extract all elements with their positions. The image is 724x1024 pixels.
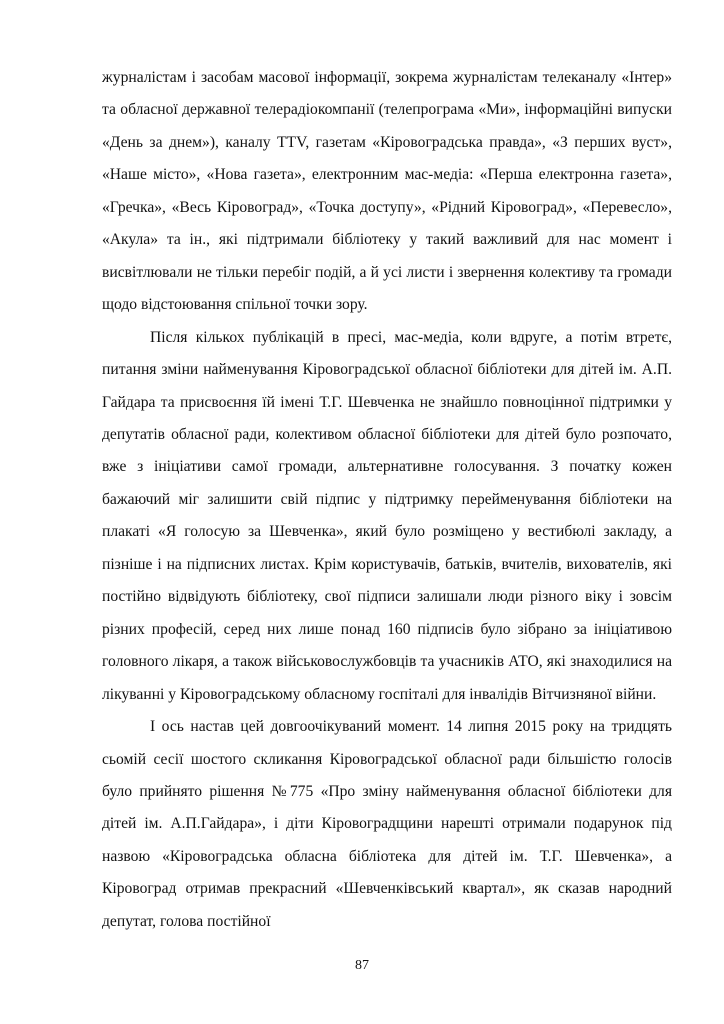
document-page: [102, 62, 672, 938]
paragraph-continuation: журналістам і засобам масової інформації, зокрема журналістам телеканалу «Інтер» та обласної державної телерадіокомпанії (телепрограма «Ми», інформаційні випуски «День за днем»), каналу TTV, газетам «Кіровоградська правда», «З перших вуст», «Наше місто», «Нова газета», електронним мас-медіа: «Перша електронна газета», «Гречка», «Весь Кіровоград», «Точка доступу», «Рідний Кіровоград», «Перевесло», «Акула» та ін., які підтримали бібліотеку у такий важливий для нас момент і висвітлювали не тільки перебіг подій, а й усі листи і звернення колективу та громади щодо відстоювання спільної точки зору.: [102, 69, 672, 314]
paragraph-alternative-voting: Після кількох публікацій в пресі, мас-медіа, коли вдруге, а потім втретє, питання зміни найменування Кіровоградської обласної бібліотеки для дітей ім. А.П. Гайдара та присвоєння їй імені Т.Г. Шевченка не знайшло повноцінної підтримки у депутатів обласної ради, колективом обласної бібліотеки для дітей було розпочато, вже з ініціативи самої громади, альтернативне голосування. З початку кожен бажаючий міг залишити свій підпис у підтримку перейменування бібліотеки на плакаті «Я голосую за Шевченка», який було розміщено у вестибюлі закладу, а пізніше і на підписних листах. Крім користувачів, батьків, вчителів, вихователів, які постійно відвідують бібліотеку, свої підписи залишали люди різного віку і зовсім різних професій, серед них лише понад 160 підписів було зібрано за ініціативою головного лікаря, а також військовослужбовців та учасників АТО, які знаходилися на лікуванні у Кіровоградському обласному госпіталі для інвалідів Вітчизняної війни.: [102, 328, 672, 703]
paragraph-renaming-decision: І ось настав цей довгоочікуваний момент. 14 липня 2015 року на тридцять сьомій сесії шостого скликання Кіровоградської обласної ради більшістю голосів було прийнято рішення №775 «Про зміну найменування обласної бібліотеки для дітей ім. А.П.Гайдара», і діти Кіровоградщини нарешті отримали подарунок під назвою «Кіровоградська обласна бібліотека для дітей ім. Т.Г. Шевченка», а Кіровоград отримав прекрасний «Шевченківський квартал», як сказав народний депутат, голова постійної: [102, 718, 672, 930]
page-number: 87: [355, 958, 369, 973]
